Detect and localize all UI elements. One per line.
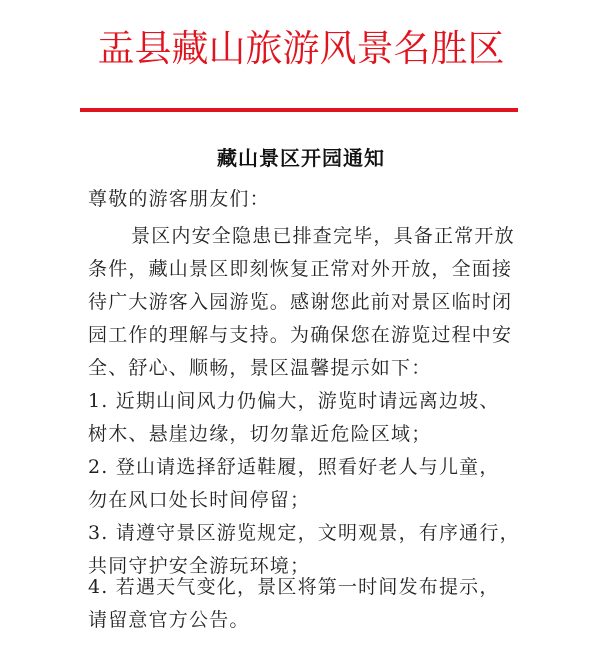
header-divider	[80, 108, 518, 112]
salutation: 尊敬的游客朋友们：	[88, 188, 270, 210]
body-line: 景区内安全隐患已排查完毕，具备正常开放	[131, 225, 515, 247]
tip-item-4: 4. 若遇天气变化，景区将第一时间发布提示，	[88, 576, 500, 598]
body-line: 待广大游客入园游览。感谢您此前对景区临时闭	[88, 291, 513, 313]
tip-item-1: 1. 近期山间风力仍偏大，游览时请远离边坡、	[88, 390, 500, 412]
body-line: 条件，藏山景区即刻恢复正常对外开放，全面接	[88, 258, 513, 280]
notice-title: 藏山景区开园通知	[217, 146, 385, 170]
organization-header: 盂县藏山旅游风景名胜区	[97, 27, 505, 70]
body-line: 树木、悬崖边缘，切勿靠近危险区域；	[88, 423, 432, 445]
body-line: 勿在风口处长时间停留；	[88, 489, 311, 511]
body-line: 共同守护安全游玩环境；	[88, 555, 311, 577]
body-line: 全、舒心、顺畅，景区温馨提示如下：	[88, 357, 432, 379]
tip-item-3: 3. 请遵守景区游览规定，文明观景，有序通行，	[88, 522, 520, 544]
body-line: 请留意官方公告。	[88, 609, 250, 631]
body-line: 园工作的理解与支持。为确保您在游览过程中安	[88, 324, 513, 346]
tip-item-2: 2. 登山请选择舒适鞋履，照看好老人与儿童，	[88, 456, 500, 478]
